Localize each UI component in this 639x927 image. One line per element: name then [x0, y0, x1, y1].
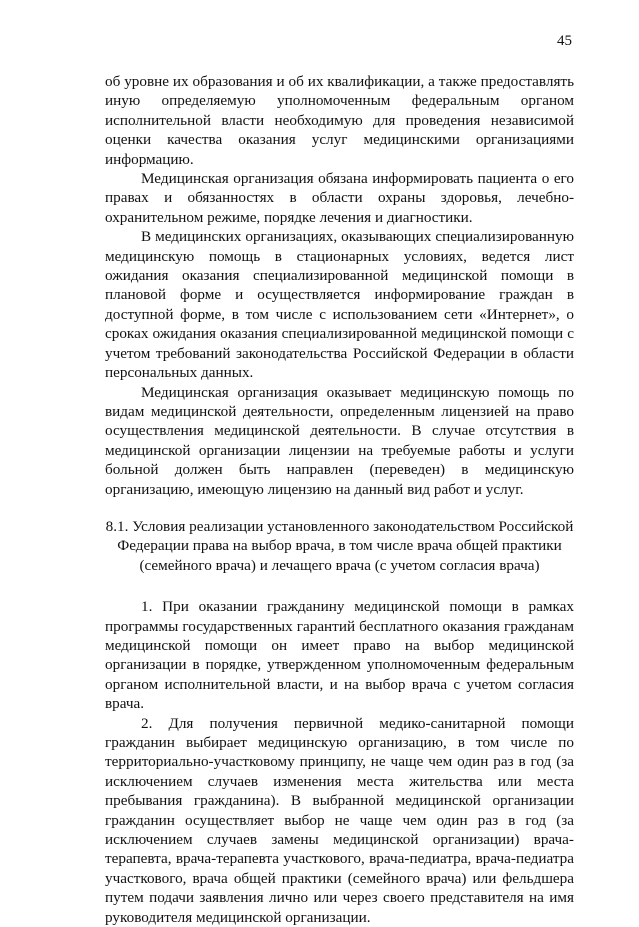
section-heading-line: 8.1. Условия реализации установленного законодательством Российской [105, 517, 574, 535]
numbered-item: 2. Для получения первичной медико-санитарной помощи гражданин выбирает медицинскую организацию, в том числе по территориально-участковому принципу, не чаще чем один раз в год (за исключением случаев изменения места жительства или места пребывания гражданина). В выбранной медицинской организации гражданин осуществляет выбор не чаще чем один раз в год (за исключением случаев замены медицинской организации) врача-терапевта, врача-терапевта участкового, врача-педиатра, врача-педиатра участкового, врача общей практики (семейного врача) или фельдшера путем подачи заявления лично или через своего представителя на имя руководителя медицинской организации. [105, 714, 574, 926]
section-heading [105, 517, 574, 575]
numbered-item: 1. При оказании гражданину медицинской помощи в рамках программы государственных гарантий бесплатного оказания гражданам медицинской помощи он имеет право на выбор медицинской организации в порядке, утвержденном уполномоченным федеральным органом исполнительной власти, и на выбор врача с учетом согласия врача. [105, 598, 574, 713]
section-heading-line: Федерации права на выбор врача, в том числе врача общей практики [117, 537, 562, 555]
page-number: 45 [557, 33, 572, 49]
paragraph: Медицинская организация обязана информировать пациента о его правах и обязанностях в области охраны здоровья, лечебно-охранительном режиме, порядке лечения и диагностики. [105, 170, 574, 226]
document-body [105, 72, 574, 927]
section-heading-line: (семейного врача) и лечащего врача (с учетом согласия врача) [139, 556, 540, 574]
paragraph: В медицинских организациях, оказывающих специализированную медицинскую помощь в стационарных условиях, ведется лист ожидания оказания специализированной медицинской помощи в плановой форме и осуществляется информирование граждан в доступной форме, в том числе с использованием сети «Интернет», о сроках ожидания оказания специализированной медицинской помощи с учетом требований законодательства Российской Федерации в области персональных данных. [105, 228, 574, 382]
paragraph: об уровне их образования и об их квалификации, а также предоставлять иную определяемую уполномоченным федеральным органом исполнительной власти необходимую для проведения независимой оценки качества оказания услуг медицинскими организациями информацию. [105, 73, 574, 168]
paragraph: Медицинская организация оказывает медицинскую помощь по видам медицинской деятельности, определенным лицензией на право осуществления медицинской деятельности. В случае отсутствия в медицинской организации лицензии на требуемые работы и услуги больной должен быть направлен (переведен) в медицинскую организацию, имеющую лицензию на данный вид работ и услуг. [105, 383, 574, 498]
